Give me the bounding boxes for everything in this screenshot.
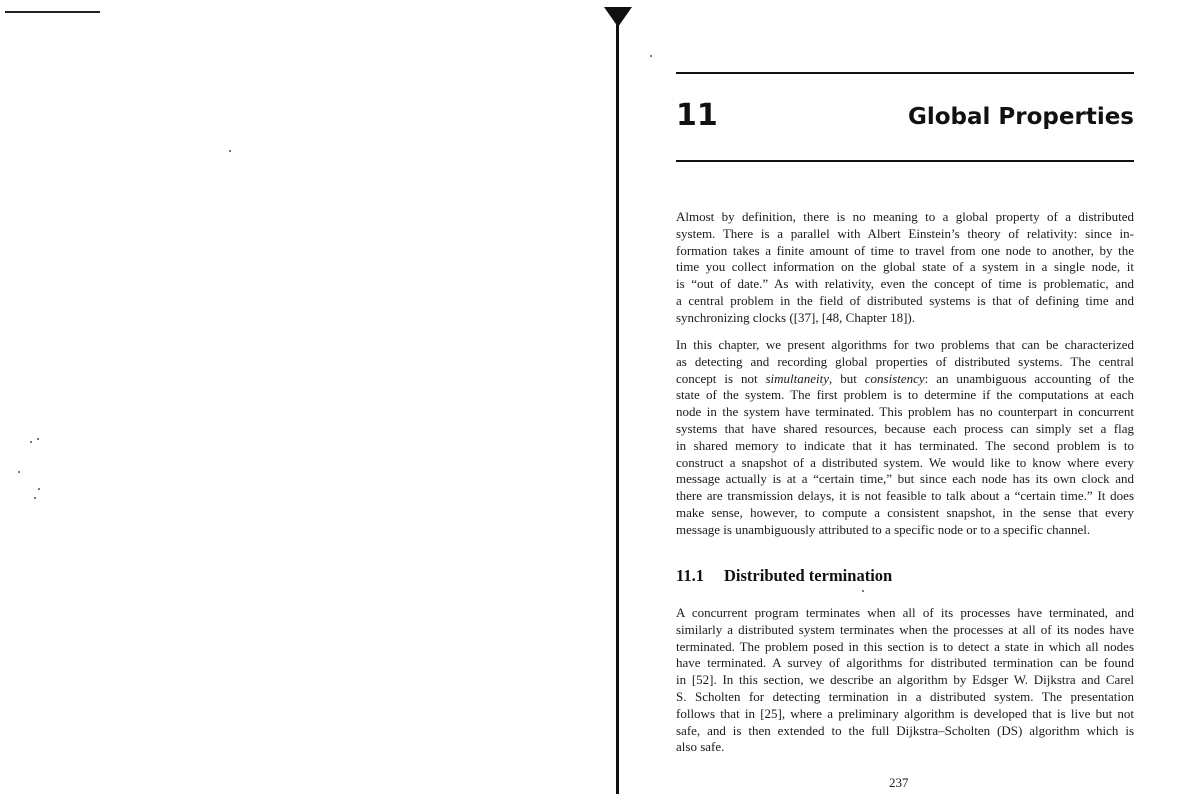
text-line: message actually is at a “certain time,” but since each node has its own clock and [676,471,1134,487]
text-run: , but [829,370,865,386]
text-line: have terminated. A survey of algorithms for distributed termination can be found [676,655,1134,671]
text-line: system. There is a parallel with Albert Einstein’s theory of relativity: since in- [676,225,1134,241]
chapter-rule-top [676,72,1134,74]
text-line-with-emphasis [676,371,1134,388]
book-spine [616,24,619,794]
section-heading [676,565,892,587]
text-line: synchronizing clocks ([37], [48, Chapter 18]). [676,309,915,325]
chapter-number: 11 [676,98,718,133]
text-line: In this chapter, we present algorithms for two problems that can be characterized [676,337,1134,352]
section-title: Distributed termination [724,566,893,585]
text-line: there are transmission delays, it is not feasible to talk about a “certain time.” It does [676,488,1134,504]
text-line: S. Scholten for detecting termination in a distributed system. The presentation [676,688,1134,704]
chapter-overview-paragraph [676,337,1134,539]
text-line: a central problem in the field of distributed systems is that of defining time and [676,292,1134,308]
text-line: make sense, however, to compute a consistent snapshot, in the sense that every [676,504,1134,520]
scan-speck [37,438,39,440]
scan-speck [650,55,652,57]
text-line: in [52]. In this section, we describe an algorithm by Edsger W. Dijkstra and Carel [676,672,1134,688]
emphasis-simultaneity: simultaneity [765,370,830,386]
scan-speck [38,488,40,490]
chapter-rule-bottom [676,160,1134,162]
intro-paragraph [676,209,1134,327]
scan-speck [30,441,32,443]
text-line: A concurrent program terminates when all of its processes have terminated, and [676,605,1134,620]
text-line: Almost by definition, there is no meaning to a global property of a distributed [676,209,1134,224]
text-line: formation takes a finite amount of time to travel from one node to another, by the [676,242,1134,258]
text-line: state of the system. The first problem is to determine if the computations at each [676,387,1134,403]
text-line: similarly a distributed system terminates when the processes at all of its nodes have [676,621,1134,637]
text-line: is “out of date.” As with relativity, even the concept of time is problematic, and [676,276,1134,292]
text-line: as detecting and recording global properties of distributed systems. The central [676,353,1134,369]
scan-speck [34,497,36,499]
page-number: 237 [889,775,909,790]
text-line: in shared memory to indicate that it has terminated. The second problem is to [676,437,1134,453]
text-run: concept is not [676,370,766,386]
termination-paragraph [676,605,1134,756]
text-run: : an unambiguous accounting of the [924,370,1134,386]
scan-speck [862,590,864,592]
text-line: safe, and is then extended to the full Dijkstra–Scholten (DS) algorithm which is [676,722,1134,738]
emphasis-consistency: consistency [864,370,925,386]
text-line: also safe. [676,739,725,755]
scan-speck [229,150,231,152]
page-corner-rule [5,11,100,13]
scan-speck [18,471,20,473]
section-number: 11.1 [676,566,704,585]
text-line: construct a snapshot of a distributed system. We would like to know where every [676,454,1134,470]
text-line: message is unambiguously attributed to a specific node or to a specific channel. [676,521,1091,537]
text-line: terminated. The problem posed in this section is to detect a state in which all nodes [676,638,1134,654]
text-line: systems that have shared resources, because each process can simply set a flag [676,420,1134,436]
text-line: node in the system have terminated. This problem has no counterpart in concurrent [676,404,1134,420]
text-line: time you collect information on the global state of a system in a single node, it [676,259,1134,275]
chapter-title: Global Properties [907,104,1134,130]
text-line: follows that in [25], where a preliminary algorithm is developed that is live but not [676,705,1134,721]
